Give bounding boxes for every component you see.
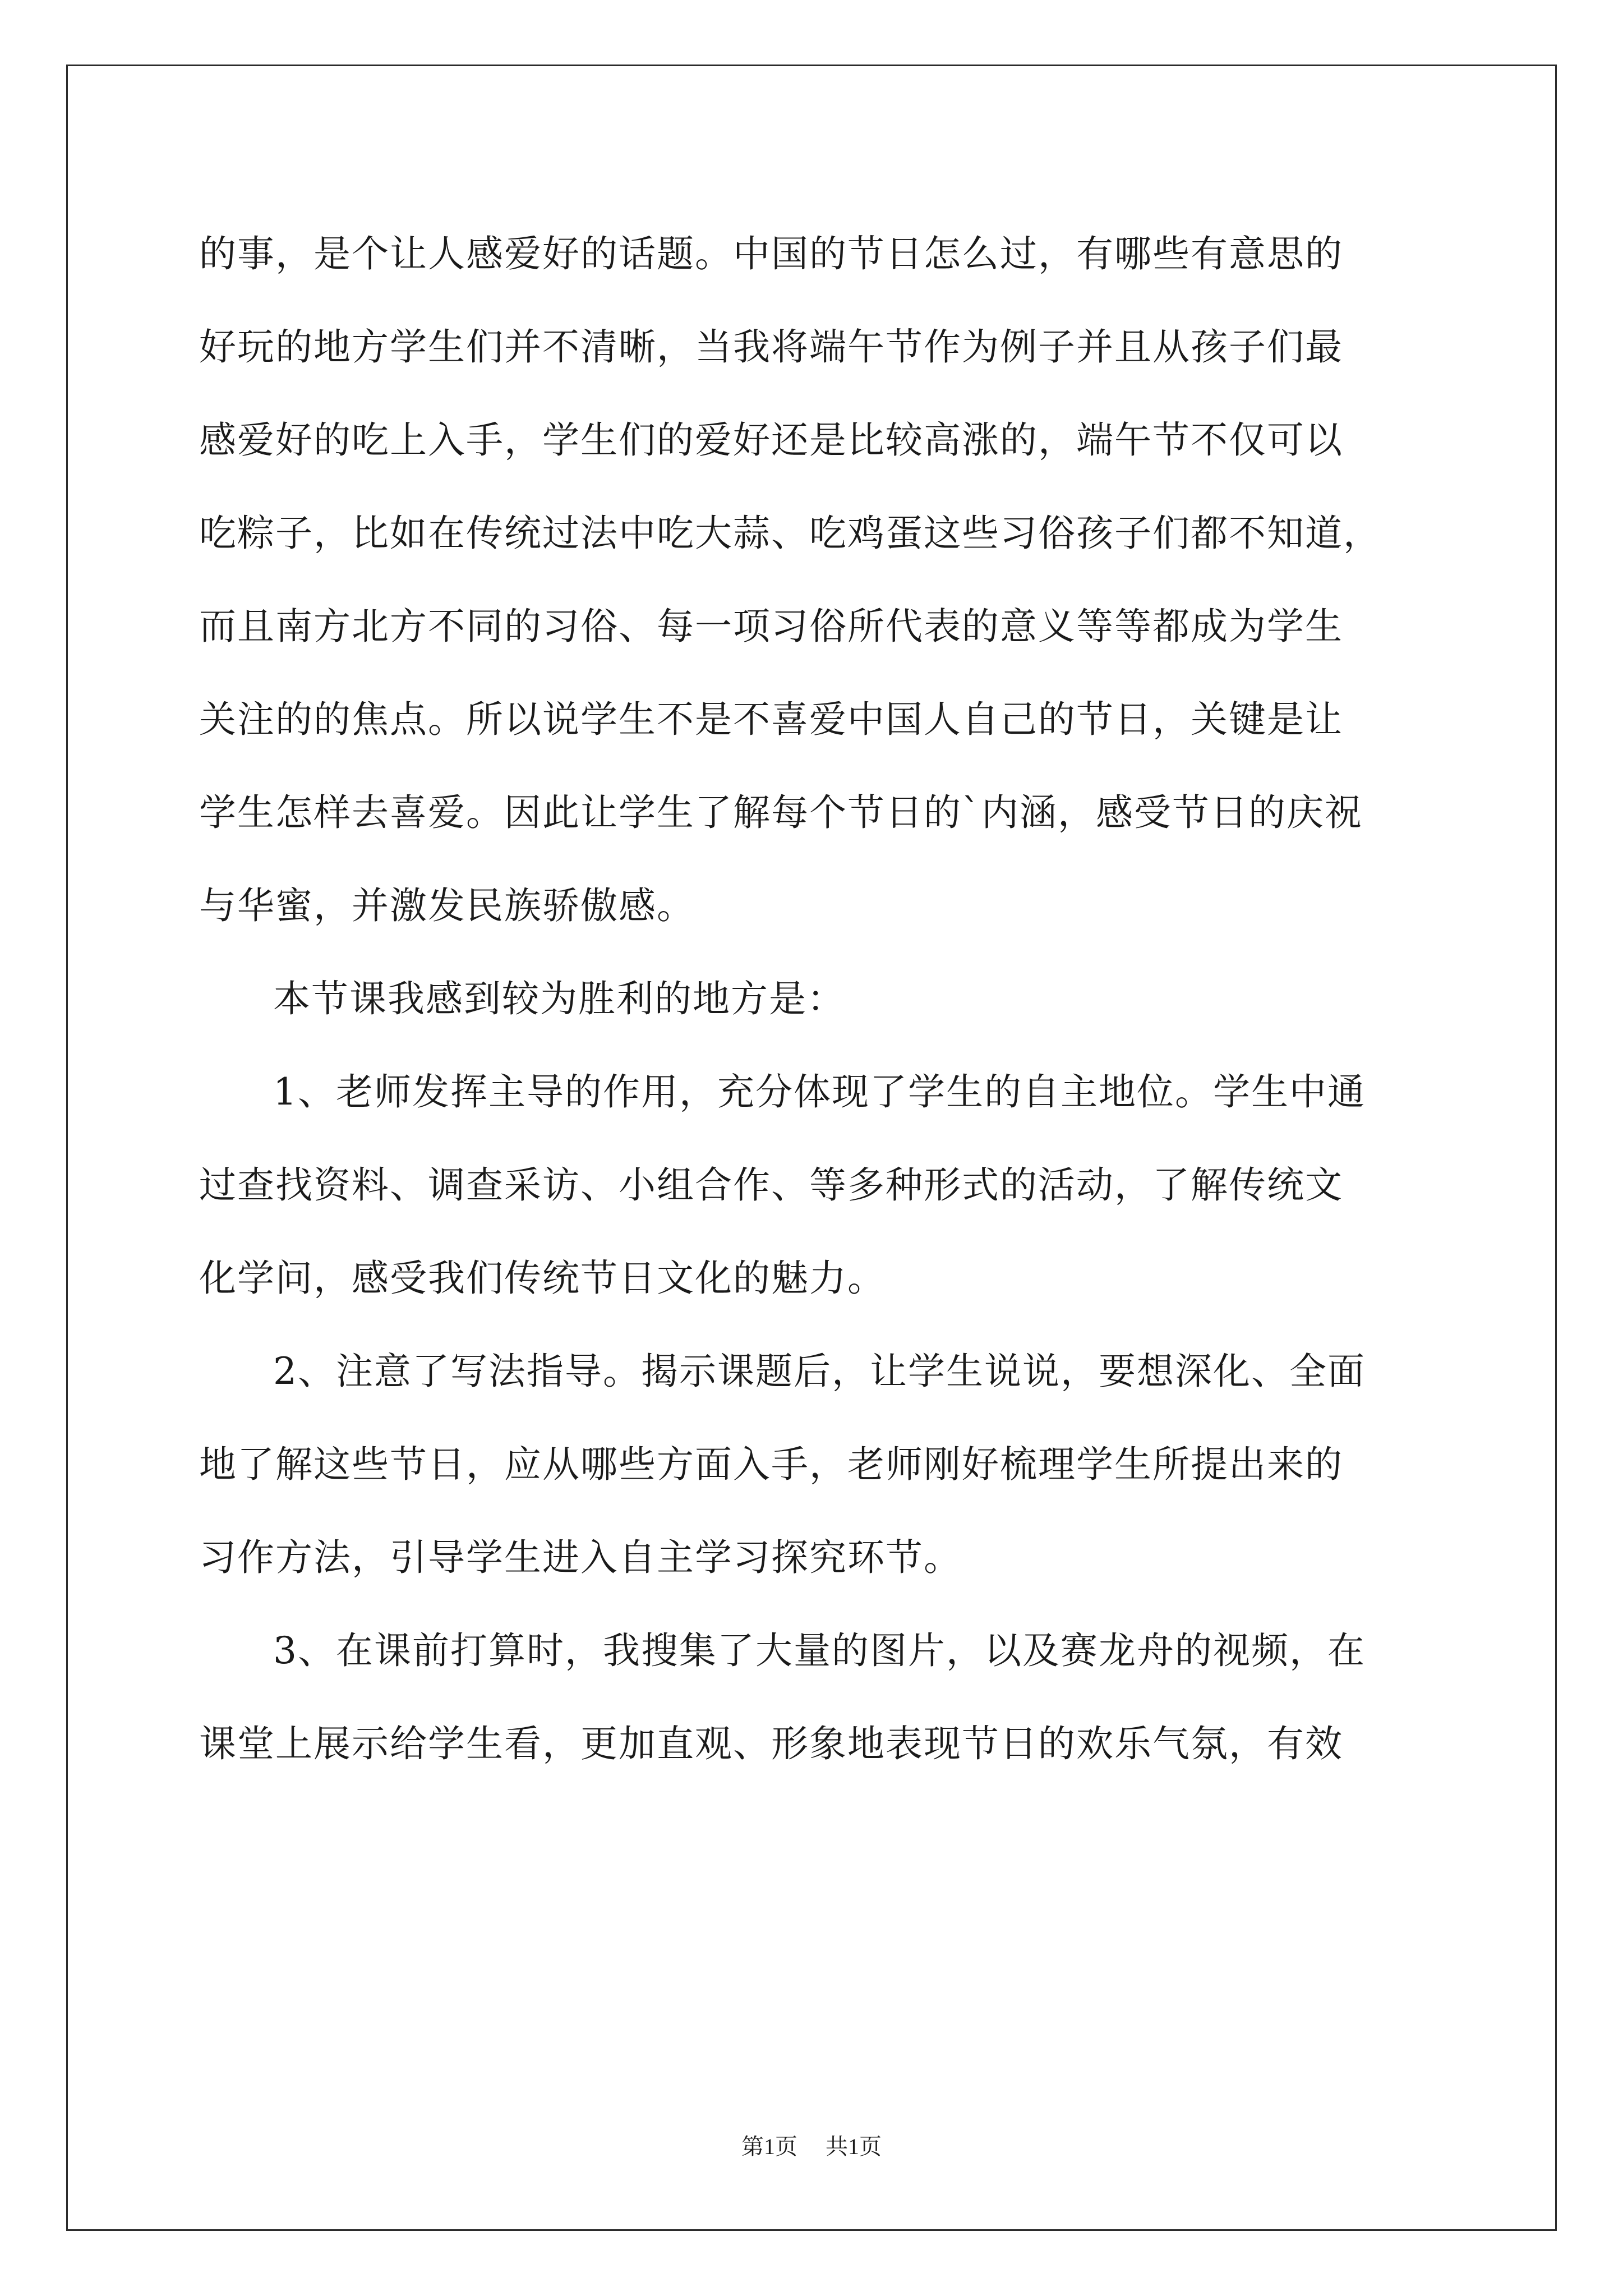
text-line: 关注的的焦点。所以说学生不是不喜爱中国人自己的节日，关键是让 <box>199 698 1343 741</box>
document-body <box>199 208 1438 1791</box>
text-line: 吃粽子，比如在传统过法中吃大蒜、吃鸡蛋这些习俗孩子们都不知道， <box>199 512 1381 555</box>
text-line: 的事，是个让人感爱好的话题。中国的节日怎么过，有哪些有意思的 <box>199 232 1343 275</box>
text-line: 学生怎样去喜爱。因此让学生了解每个节日的`内涵，感受节日的庆祝 <box>199 791 1363 834</box>
text-line: 2、注意了写法指导。揭示课题后，让学生说说，要想深化、全面 <box>273 1350 1366 1393</box>
text-line: 与华蜜，并激发民族骄傲感。 <box>199 884 695 927</box>
text-line: 地了解这些节日，应从哪些方面入手，老师刚好梳理学生所提出来的 <box>199 1443 1343 1486</box>
text-line: 过查找资料、调查采访、小组合作、等多种形式的活动，了解传统文 <box>199 1163 1343 1207</box>
page-total: 共1页 <box>826 2134 882 2159</box>
text-line: 好玩的地方学生们并不清晰，当我将端午节作为例子并且从孩子们最 <box>199 325 1343 369</box>
text-line: 课堂上展示给学生看，更加直观、形象地表现节日的欢乐气氛，有效 <box>199 1722 1343 1765</box>
text-line: 感爱好的吃上入手，学生们的爱好还是比较高涨的，端午节不仅可以 <box>199 418 1343 462</box>
text-line: 1、老师发挥主导的作用，充分体现了学生的自主地位。学生中通 <box>273 1070 1366 1114</box>
page-number: 第1页 <box>741 2134 797 2159</box>
page-footer <box>0 2129 1623 2161</box>
text-line: 而且南方北方不同的习俗、每一项习俗所代表的意义等等都成为学生 <box>199 605 1343 648</box>
text-line: 化学问，感受我们传统节日文化的魅力。 <box>199 1257 886 1300</box>
text-line: 3、在课前打算时，我搜集了大量的图片，以及赛龙舟的视频，在 <box>273 1629 1366 1672</box>
paragraph-heading: 本节课我感到较为胜利的地方是： <box>273 977 845 1020</box>
text-line: 习作方法，引导学生进入自主学习探究环节。 <box>199 1536 962 1579</box>
